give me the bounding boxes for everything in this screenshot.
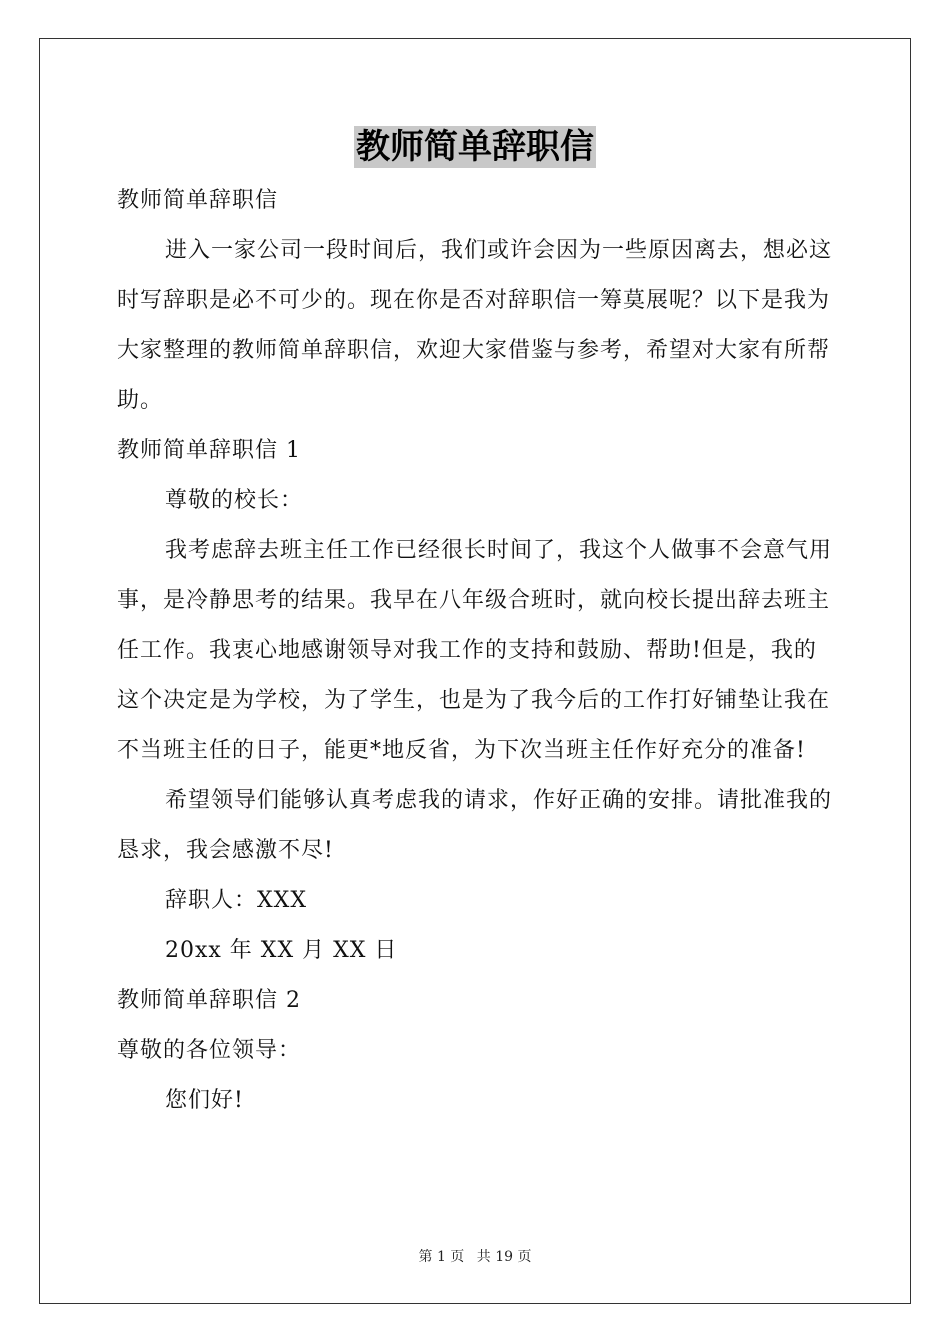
document-body [117, 176, 837, 1126]
title-container [0, 126, 950, 168]
document-title: 教师简单辞职信 [356, 127, 594, 167]
page-number: 第 1 页 [418, 1249, 465, 1265]
paragraph: 希望领导们能够认真考虑我的请求，作好正确的安排。请批准我的恳求，我会感激不尽! [117, 788, 833, 863]
page-total: 共 19 页 [476, 1249, 532, 1265]
salutation: 尊敬的校长： [165, 488, 304, 513]
paragraph: 教师简单辞职信 [117, 188, 279, 213]
section-heading: 教师简单辞职信 1 [117, 438, 301, 463]
date-line: 20xx 年 XX 月 XX 日 [165, 938, 398, 963]
signature-line: 辞职人：XXX [165, 888, 307, 913]
salutation: 尊敬的各位领导： [117, 1038, 302, 1063]
greeting: 您们好! [165, 1088, 244, 1113]
section-heading: 教师简单辞职信 2 [117, 988, 301, 1013]
paragraph: 我考虑辞去班主任工作已经很长时间了，我这个人做事不会意气用事，是冷静思考的结果。我早在八年级合班时，就向校长提出辞去班主任工作。我衷心地感谢领导对我工作的支持和鼓励、帮助!但是，我的这个决定是为学校，为了学生，也是为了我今后的工作打好铺垫让我在不当班主任的日子，能更*地反省，为下次当班主任作好充分的准备! [117, 538, 833, 763]
paragraph: 进入一家公司一段时间后，我们或许会因为一些原因离去，想必这时写辞职是必不可少的。现在你是否对辞职信一筹莫展呢？以下是我为大家整理的教师简单辞职信，欢迎大家借鉴与参考，希望对大家有所帮助。 [117, 238, 833, 413]
page-footer [0, 1247, 950, 1267]
